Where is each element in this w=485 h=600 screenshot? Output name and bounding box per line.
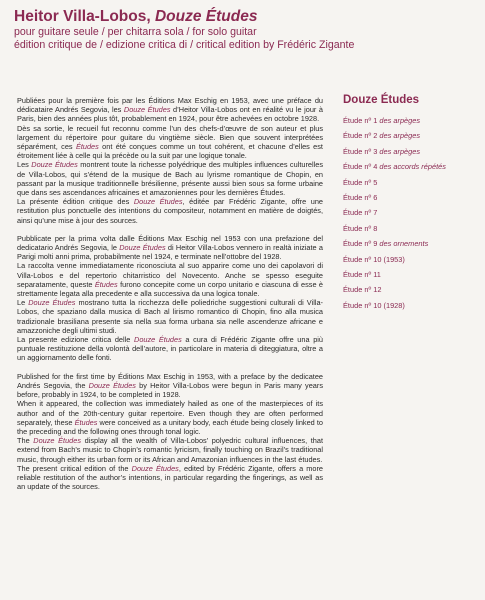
paragraph-text: Le <box>17 298 29 308</box>
italic-title-text: Études <box>74 417 98 427</box>
etude-number: Étude nº 10 (1953) <box>343 254 405 264</box>
etude-item <box>343 190 478 205</box>
etude-number: Étude nº 1 <box>343 116 378 125</box>
title-composer: Heitor Villa-Lobos, <box>14 8 155 25</box>
etude-item <box>343 175 478 190</box>
paragraph-text: montrent toute la richesse polyédrique des multiples influences culturelles de Villa-Lobos, qui s’étend de la musique de Bach au lyrisme romantique de Chopin, en passant par la musique traditionnelle brésilienne, présente aussi bien sous sa forme urbaine que dans ses ascendances africaines et amazoniennes pour les dernières Études. <box>17 160 323 198</box>
etude-item <box>343 205 478 220</box>
etude-number: Étude nº 9 <box>343 239 378 249</box>
etude-item <box>343 128 478 143</box>
paragraph-text: Les <box>17 160 32 170</box>
paragraph <box>17 160 323 197</box>
etude-list <box>343 113 478 313</box>
body-text <box>17 96 323 491</box>
etude-subtitle: des ornements <box>379 239 429 249</box>
etude-number: Étude nº 12 <box>343 285 382 295</box>
etude-number: Étude nº 4 <box>343 162 378 172</box>
paragraph <box>17 261 323 298</box>
subtitle-instrument: pour guitare seule / per chitarra sola / for solo guitar <box>14 26 257 38</box>
page-title <box>14 8 474 26</box>
italic-title-text: Douze Études <box>134 335 182 345</box>
etude-number: Étude nº 8 <box>343 223 378 233</box>
etude-number: Étude nº 7 <box>343 208 378 218</box>
paragraph-text: display all the wealth of Villa-Lobos’ polyedric cultural influences, that extend from Bach’s music to Chopin’s romantic lyricism, finally touching on Brazil’s traditional music, through either its urban form or its African and Amazonian influences in the last études. <box>17 436 323 464</box>
paragraph-text: , edited by Frédéric Zigante, offers a more reliable restitution of the author’s intentions, in particular regarding the fingerings, as well as an update of the sources. <box>17 463 323 492</box>
paragraph-text: When it appeared, the collection was immediately hailed as one of the masterpieces of its author and of the 20th-century guitar repertoire. Even though they are often performed separately, these <box>17 399 323 427</box>
contents-sidebar <box>343 93 478 313</box>
italic-title-text: Douze Études <box>123 105 171 115</box>
italic-title-text: Douze Études <box>33 436 81 446</box>
etude-item <box>343 221 478 236</box>
paragraph-text: Publiées pour la première fois par les Éditions Max Eschig en 1953, avec une préface du dédicataire Andrés Segovia, les <box>17 96 323 115</box>
paragraph-text: di Heitor Villa-Lobos vennero in realtà iniziate a Parigi molti anni prima, probabilmente nel 1924, e terminate nell’ottobre del 1928. <box>17 243 323 262</box>
etude-number: Étude nº 2 <box>343 131 378 141</box>
paragraph-text: furono concepite come un corpo unitario e ciascuna di esse è strettamente legata alla precedente e alla successiva da una logica tonale. <box>17 279 323 299</box>
etude-item <box>343 159 478 174</box>
paragraph-text: ont été conçues comme un tout cohérent, et chacune d’elles est étroitement liée à celle qui la précède ou la suit par une logique tonale. <box>17 142 323 161</box>
etude-subtitle: des accords répétés <box>379 162 446 172</box>
italic-title-text: Douze Études <box>88 380 136 390</box>
italian-section <box>17 234 323 363</box>
paragraph <box>17 197 323 225</box>
italic-title-text: Douze Études <box>119 243 166 253</box>
italic-title-text: Douze Études <box>28 298 76 308</box>
paragraph <box>17 464 323 492</box>
paragraph-text: La présente édition critique des <box>17 197 134 207</box>
paragraph <box>17 372 323 400</box>
page-header <box>14 8 474 52</box>
etude-item <box>343 236 478 251</box>
italic-title-text: Douze Études <box>133 197 183 207</box>
etude-number: Étude nº 11 <box>343 270 381 280</box>
paragraph-text: a cura di Frédéric Zigante offre una più puntuale restituzione della volontà dell’autore, in particolare in materia di diteggiatura, oltre a un aggiornamento delle fonti. <box>17 335 324 363</box>
paragraph-text: The present critical edition of the <box>17 463 132 473</box>
etude-subtitle: des arpèges <box>379 146 421 156</box>
etude-item <box>343 282 478 297</box>
italic-title-text: Douze Études <box>131 463 179 473</box>
paragraph <box>17 436 323 464</box>
contents-title: Douze Études <box>343 94 420 106</box>
paragraph <box>17 96 323 124</box>
paragraph <box>17 335 323 363</box>
paragraph-text: La presente edizione critica delle <box>17 335 135 345</box>
paragraph <box>17 298 323 335</box>
french-section <box>17 96 323 225</box>
paragraph <box>17 124 323 161</box>
etude-item <box>343 144 478 159</box>
etude-item <box>343 252 478 267</box>
paragraph <box>17 234 323 262</box>
subtitle-edition: édition critique de / edizione critica di / critical edition by Frédéric Zigante <box>14 39 355 51</box>
paragraph-text: Pubblicate per la prima volta dalle Éditions Max Eschig nel 1953 con una prefazione del dedicatario Andrés Segovia, le <box>17 233 323 253</box>
paragraph <box>17 399 323 436</box>
paragraph-text: La raccolta venne immediatamente riconosciuta al suo apparire come uno dei capolavori di Villa-Lobos e del repertorio chitarristico del Novecento. Anche se spesso eseguite separatamente, queste <box>17 261 323 289</box>
paragraph-text: , éditée par Frédéric Zigante, offre une restitution plus ponctuelle des intentions du compositeur, notamment en matière de doigtés, ainsi qu’une mise à jour des sources. <box>17 197 323 225</box>
etude-item <box>343 298 478 313</box>
italic-title-text: Études <box>94 279 118 289</box>
italic-title-text: Études <box>75 142 99 152</box>
paragraph-text: Dès sa sortie, le recueil fut reconnu comme l’un des chefs-d’œuvre de son auteur et plus largement du répertoire pour guitare du vingtième siècle. Bien que souvent interprétées séparément, ces <box>17 123 323 152</box>
etude-item <box>343 267 478 282</box>
etude-number: Étude nº 10 (1928) <box>343 300 405 310</box>
paragraph-text: were conceived as a unitary body, each étude being closely linked to the preceding and the following ones through tonal logic. <box>17 417 323 436</box>
title-work: Douze Études <box>154 8 258 25</box>
etude-subtitle: des arpèges <box>379 116 421 125</box>
paragraph-text: d’Heitor Villa-Lobos ont en réalité vu le jour à Paris, bien des années plus tôt, probablement en 1924, pour être achevées en octobre 1928. <box>17 105 323 124</box>
etude-subtitle: des arpèges <box>379 131 421 141</box>
paragraph-text: mostrano tutta la ricchezza delle poliedriche suggestioni culturali di Villa-Lobos, che spaziano dalla musica di Bach al lirismo romantico di Chopin, fino alla musica tradizionale brasiliana presente sia nella sua forma urbana sia nelle ascendenze africane e amazzoniche degli ultimi studi. <box>17 298 323 335</box>
paragraph-text: by Heitor Villa-Lobos were begun in Paris many years before, probably in 1924, to be completed in 1928. <box>17 380 323 400</box>
english-section <box>17 372 323 492</box>
etude-number: Étude nº 5 <box>343 177 378 187</box>
paragraph-text: Published for the first time by Éditions Max Eschig in 1953, with a preface by the dedicatee Andrés Segovia, the <box>17 371 323 390</box>
etude-number: Étude nº 6 <box>343 193 378 203</box>
italic-title-text: Douze Études <box>31 160 78 170</box>
etude-item <box>343 113 478 128</box>
paragraph-text: The <box>17 436 34 446</box>
etude-number: Étude nº 3 <box>343 146 378 156</box>
